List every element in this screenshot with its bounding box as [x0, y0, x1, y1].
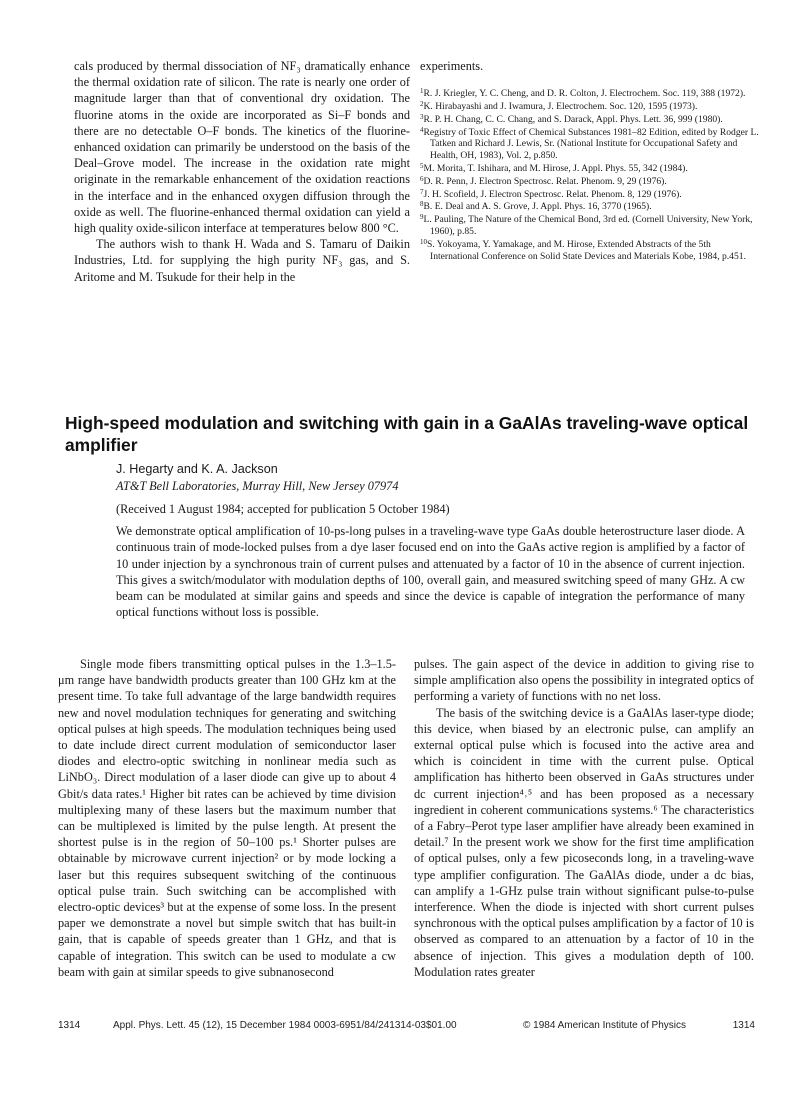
received-dates: (Received 1 August 1984; accepted for publication 5 October 1984) — [116, 502, 450, 516]
page-footer — [58, 1020, 755, 1034]
reference-text: M. Morita, T. Ishihara, and M. Hirose, J. Appl. Phys. 55, 342 (1984). — [423, 162, 688, 174]
reference-item — [420, 163, 760, 175]
reference-item — [420, 239, 760, 263]
reference-item — [420, 88, 760, 100]
previous-article-conclusion: cals produced by thermal dissociation of NF₃ dramatically enhance the thermal oxidation rate of silicon. The rate is nearly one order of magnitude larger than that of conventional dry oxidation. The fluorine atoms in the oxide are incorporated as Si–F bonds and there are no detectable O–F bonds. The kinetics of the fluorine-enhanced oxidation can primarily be understood on the basis of the Deal–Grove model. The increase in the oxidation rate might originate in the remarkable enhancement of the oxidation reactions in the interface and in the enhanced oxygen diffusion through the oxide as well. The fluorine-enhanced thermal oxidation can yield a high quality oxide-silicon interface at temperatures below 800 °C. — [74, 59, 410, 236]
reference-text: L. Pauling, The Nature of the Chemical Bond, 3rd ed. (Cornell University, New York, 1960), p.85. — [423, 214, 753, 237]
body-paragraph-switching-basis: The basis of the switching device is a GaAlAs laser-type diode; this device, when biased by an electronic pulse, can amplify an external optical pulse which is focused into the active area and which is coincident in time with the current pulse. Optical amplification has hitherto been observed in GaAs structures under dc current injection⁴˒⁵ and has been proposed as a necessary ingredient in coherent communications systems.⁶ The characteristics of a Fabry–Perot type laser amplifier have already been examined in detail.⁷ In the present work we show for the first time amplification of optical pulses, only a few picoseconds long, in a traveling-wave type amplifier configuration. The GaAlAs diode, under a dc bias, can amplify a 1-GHz pulse train without significant pulse-to-pulse interference. When the diode is injected with short current pulses synchronous with the optical pulses amplification by a factor of 10 is observed as compared to an attenuation by a factor of 10 in the absence of injection. This gives a modulation depth of 100. Modulation rates greater — [414, 705, 754, 979]
reference-text: Registry of Toxic Effect of Chemical Substances 1981–82 Edition, edited by Rodger L. Tatken and Richard J. Lewis, Sr. (National Institute for Occupational Safety and Health, OH, 1983), Vol. 2, p.850. — [423, 126, 759, 162]
abstract: We demonstrate optical amplification of 10-ps-long pulses in a traveling-wave type GaAs double heterostructure laser diode. A continuous train of mode-locked pulses from a dye laser focused end on into the GaAs active region is amplified by a factor of 10 under injection by a synchronous train of current pulses and attenuated by a factor of 10 in the absence of current injection. This gives a switch/modulator with modulation depths of 100, overall gain, and measured switching speed of many GHz. A cw beam can be modulated at similar gains and speeds and since the device is capable of integration the performance of many optical functions without loss is possible. — [116, 524, 745, 620]
body-right-column — [414, 656, 754, 980]
reference-number: 5 — [420, 161, 424, 170]
article-authors: J. Hegarty and K. A. Jackson — [116, 462, 278, 476]
body-paragraph-continuation: pulses. The gain aspect of the device in addition to giving rise to simple amplification also opens the possibility in integrated optics of performing a variety of functions with no net loss. — [414, 657, 754, 704]
reference-item — [420, 101, 760, 113]
article-title: High-speed modulation and switching with gain in a GaAlAs traveling-wave optical amplifier — [65, 413, 749, 455]
reference-list — [420, 88, 760, 262]
previous-article-left-column — [74, 58, 410, 285]
previous-article-right-column — [420, 58, 760, 263]
reference-text: D. R. Penn, J. Electron Spectrosc. Relat. Phenom. 9, 29 (1976). — [423, 175, 667, 187]
article-affiliation: AT&T Bell Laboratories, Murray Hill, New Jersey 07974 — [116, 479, 399, 493]
reference-text: B. E. Deal and A. S. Grove, J. Appl. Phys. 16, 3770 (1965). — [423, 201, 652, 213]
reference-item — [420, 189, 760, 201]
reference-number: 8 — [420, 200, 424, 209]
reference-item — [420, 114, 760, 126]
reference-number: 2 — [420, 100, 424, 108]
body-left-column — [58, 656, 396, 980]
reference-text: R. J. Kriegler, Y. C. Cheng, and D. R. Colton, J. Electrochem. Soc. 119, 388 (1972). — [423, 88, 746, 100]
reference-number: 4 — [420, 125, 424, 134]
reference-item — [420, 201, 760, 213]
journal-citation: Appl. Phys. Lett. 45 (12), 15 December 1984 0003-6951/84/241314-03$01.00 — [113, 1020, 457, 1031]
body-paragraph-intro: Single mode fibers transmitting optical pulses in the 1.3–1.5-μm range have bandwidth products greater than 100 GHz km at the present time. To take full advantage of the large bandwidth requires new and novel modulation techniques for generating and switching optical pulses at high speeds. The modulation techniques being used to date include direct current modulation of semiconductor laser diodes and electro-optic switching in nonlinear media such as LiNbO₃. Direct modulation of a laser diode can give up to about 4 Gbit/s data rates.¹ Higher bit rates can be achieved by time division multiplexing many of these lasers but the maximum number that can be multiplexed is limited by the pulse length. At present the shortest pulse is in the region of 50–100 ps.¹ Shorter pulses are obtainable by microwave current injection² or by mode locking a laser but this requires subsequent switching of the continuous optical pulse train. Such switching can be accomplished with electro-optic devices³ but at the expense of some loss. In the present paper we demonstrate a novel but simple switch that has built-in gain, that is capable of speeds greater than 1 GHz, and that is capable of integration. This switch can be used to modulate a cw beam with gain at similar speeds to give subnanosecond — [58, 657, 396, 979]
page-number-right: 1314 — [732, 1020, 755, 1031]
reference-item — [420, 127, 760, 162]
reference-item — [420, 214, 760, 238]
reference-number: 1 — [420, 87, 424, 96]
reference-number: 3 — [420, 112, 424, 121]
reference-number: 9 — [420, 213, 424, 222]
reference-number: 10 — [420, 237, 427, 246]
reference-text: R. P. H. Chang, C. C. Chang, and S. Darack, Appl. Phys. Lett. 36, 999 (1980). — [423, 113, 723, 125]
acknowledgment: The authors wish to thank H. Wada and S. Tamaru of Daikin Industries, Ltd. for supplying the high purity NF₃ gas, and S. Aritome and M. Tsukude for their help in the — [74, 237, 410, 284]
reference-number: 7 — [420, 187, 424, 196]
reference-text: S. Yokoyama, Y. Yamakage, and M. Hirose, Extended Abstracts of the 5th International Conference on Solid State Devices and Materials Kobe, 1984, p.451. — [427, 238, 746, 262]
previous-article-continuation: experiments. — [420, 59, 484, 73]
reference-item — [420, 176, 760, 188]
reference-text: K. Hirabayashi and J. Iwamura, J. Electrochem. Soc. 120, 1595 (1973). — [423, 101, 698, 112]
copyright-notice: © 1984 American Institute of Physics — [523, 1020, 687, 1031]
page-number-left: 1314 — [58, 1020, 81, 1031]
reference-number: 6 — [420, 174, 424, 183]
reference-text: J. H. Scofield, J. Electron Spectrosc. Relat. Phenom. 8, 129 (1976). — [423, 188, 682, 200]
